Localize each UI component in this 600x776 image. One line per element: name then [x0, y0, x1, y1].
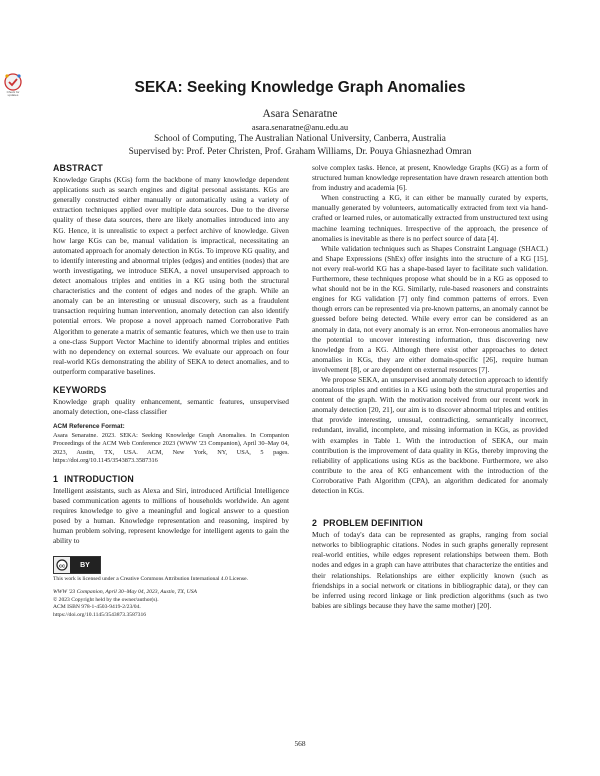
author-name: Asara Senaratne	[262, 108, 338, 120]
license-statement: This work is licensed under a Creative Commons Attribution International 4.0 License.	[53, 576, 248, 583]
page-number: 568	[294, 739, 306, 748]
cc-by-logo[interactable]	[53, 556, 101, 574]
abstract-text: Knowledge Graphs (KGs) form the backbone of many knowledge dependent applications such as search engines and digital personal assistants. KGs are generally constructed either manually or automatically using a variety of extraction techniques applied over multiple data sources. Due to the diverse quality of these data sources, there are likely anomalies introduced into any KG. Hence, it is unrealistic to expect a perfect archive of knowledge. Given how large KGs can be, manual validation is impractical, necessitating an automated approach for anomaly detection in KGs. To improve KG quality, and to identify interesting and abnormal triples (edges) and entities (nodes) that are worth investigating, we introduce SEKA, a novel unsupervised approach to detect anomalous triples and entities in a KG using both the structural characteristics and the content of edges and nodes of the graph. While an anomaly can be an interesting or unusual discovery, such as a fraudulent transaction requiring human intervention, anomaly detection can also identify potential errors. We propose a novel approach named Corroborative Path Algorithm to generate a matrix of semantic features, which we then use to train a one-class Support Vector Machine to identify abnormal triples and entities with no dependency on external sources. We evaluate our approach on four real-world KGs demonstrating the ability of SEKA to detect anomalies, and to outperform comparative baselines.	[53, 175, 289, 376]
problem-heading	[312, 518, 548, 528]
intro-section-number: 1	[53, 473, 59, 484]
intro-paragraph-4: We propose SEKA, an unsupervised anomaly detection approach to identify anomalous triples and entities in a KG using both the structural properties and content of the graph. With the motivation received from our recent work in anomaly detection [20, 21], our aim is to discover abnormal triples and entities that provide interesting, unusual, contradicting, semantically incorrect, redundant, invalid, incomplete, and missing information in KGs, as provided with examples in Table 1. With the introduction of SEKA, our main contribution is the improvement of data quality in KGs, thereby improving the reliability of applications using KGs as the backbone. Furthermore, we also contribute to the area of KG enhancement with the introduction of the Corroborative Path Algorithm (CPA), an algorithm dedicated for anomaly detection in KGs.	[312, 374, 548, 495]
copyright: © 2023 Copyright held by the owner/author(s).	[53, 596, 159, 603]
creative-commons-icon	[54, 557, 70, 573]
acm-reference	[53, 423, 289, 466]
paper-title: SEKA: Seeking Knowledge Graph Anomalies	[134, 79, 466, 96]
isbn: ACM ISBN 978-1-4503-9419-2/23/04.	[53, 604, 141, 611]
abstract-heading: ABSTRACT	[53, 163, 103, 173]
license-block	[53, 556, 289, 619]
supervisors: Supervised by: Prof. Peter Christen, Prof. Graham Williams, Dr. Pouya Ghiasnezhad Omran	[128, 147, 472, 157]
problem-paragraph-1: Much of today's data can be represented as graphs, ranging from social networks to bibliographic citations. Nodes in such graphs generally represent real-world entities, while edges represent relationships between them. Both nodes and edges in a graph can have attributes that characterize the entities and their relationships. Relationships are either explicitly known (such as friendships in a social network or citations in bibliographic data), or they can be inferred using record linkage or link prediction algorithms (such as two babies are siblings because they have the same mother) [20].	[312, 530, 548, 610]
affiliation: School of Computing, The Australian National University, Canberra, Australia	[154, 134, 446, 144]
problem-section-number: 2	[312, 518, 318, 529]
intro-heading-text: INTRODUCTION	[64, 473, 134, 484]
doi-link[interactable]: https://doi.org/10.1145/3543873.3587316	[53, 611, 147, 618]
intro-paragraph-1: Intelligent assistants, such as Alexa and Siri, introduced Artificial Intelligence based communication agents to millions of households worldwide. An agent requires knowledge to give a meaningful and logical answer to a question posed by a human. Knowledge representation and reasoning, inspired by human problem solving, represent knowledge for intelligent agents to gain the ability to	[53, 485, 289, 546]
badge-text: Check for updates	[6, 90, 20, 98]
intro-paragraph-1-continued: solve complex tasks. Hence, at present, Knowledge Graphs (KG) as a form of structured human knowledge representation have drawn research attention both from industry and academia [6].	[312, 163, 548, 193]
problem-heading-text: PROBLEM DEFINITION	[323, 518, 423, 529]
conference-info: WWW '23 Companion, April 30–May 04, 2023, Austin, TX, USA	[53, 589, 197, 595]
intro-paragraph-2: When constructing a KG, it can either be manually curated by experts, manually generated by volunteers, automatically extracted from text via hand-crafted or learned rules, or automatically extracted from unstructured text using machine learning techniques. Irrespective of the approach, the presence of anomalies is inevitable as there is no perfect source of data [4].	[312, 193, 548, 243]
left-column	[53, 163, 289, 619]
keywords-text: Knowledge graph quality enhancement, semantic features, unsupervised anomaly detection, one-class classifier	[53, 397, 289, 417]
intro-heading	[53, 474, 289, 484]
cc-by-label: BY	[70, 557, 100, 573]
keywords-heading: KEYWORDS	[53, 384, 107, 395]
author-email[interactable]: asara.senaratne@anu.edu.au	[251, 122, 349, 132]
check-for-updates-badge[interactable]	[2, 72, 24, 102]
intro-paragraph-3: While validation techniques such as Shapes Constraint Language (SHACL) and Shape Expressions (ShEx) offer insights into the structure of a KG [15], not every real-world KG has a shape-based layer to facilitate such validation. Furthermore, these techniques propose what should be in a KG as opposed to what should not be in the KG. Similarly, rule-based reasoners and constraints engines for KG validation [7] only find common patterns of errors. Even though errors can be represented via pre-known patterns, an anomaly cannot be guessed before being detected. While every error can be considered as an anomaly in data, not every anomaly is an error. Non-erroneous anomalies have the potential to uncover interesting information, thus discovering new knowledge from a KG. Although there exist other approaches to detect anomalies in KGs, they are either domain-specific [26], require human involvement [8], or are dependent on external resources [7].	[312, 243, 548, 374]
acm-reference-text: Asara Senaratne. 2023. SEKA: Seeking Knowledge Graph Anomalies. In Companion Proceedings of the ACM Web Conference 2023 (WWW '23 Companion), April 30–May 04, 2023, Austin, TX, USA. ACM, New York, NY, USA, 5 pages. https://doi.org/10.1145/3543873.3587316	[53, 431, 289, 465]
acm-reference-heading: ACM Reference Format:	[53, 423, 125, 431]
svg-text:cc: cc	[58, 563, 66, 570]
right-column	[312, 163, 548, 611]
